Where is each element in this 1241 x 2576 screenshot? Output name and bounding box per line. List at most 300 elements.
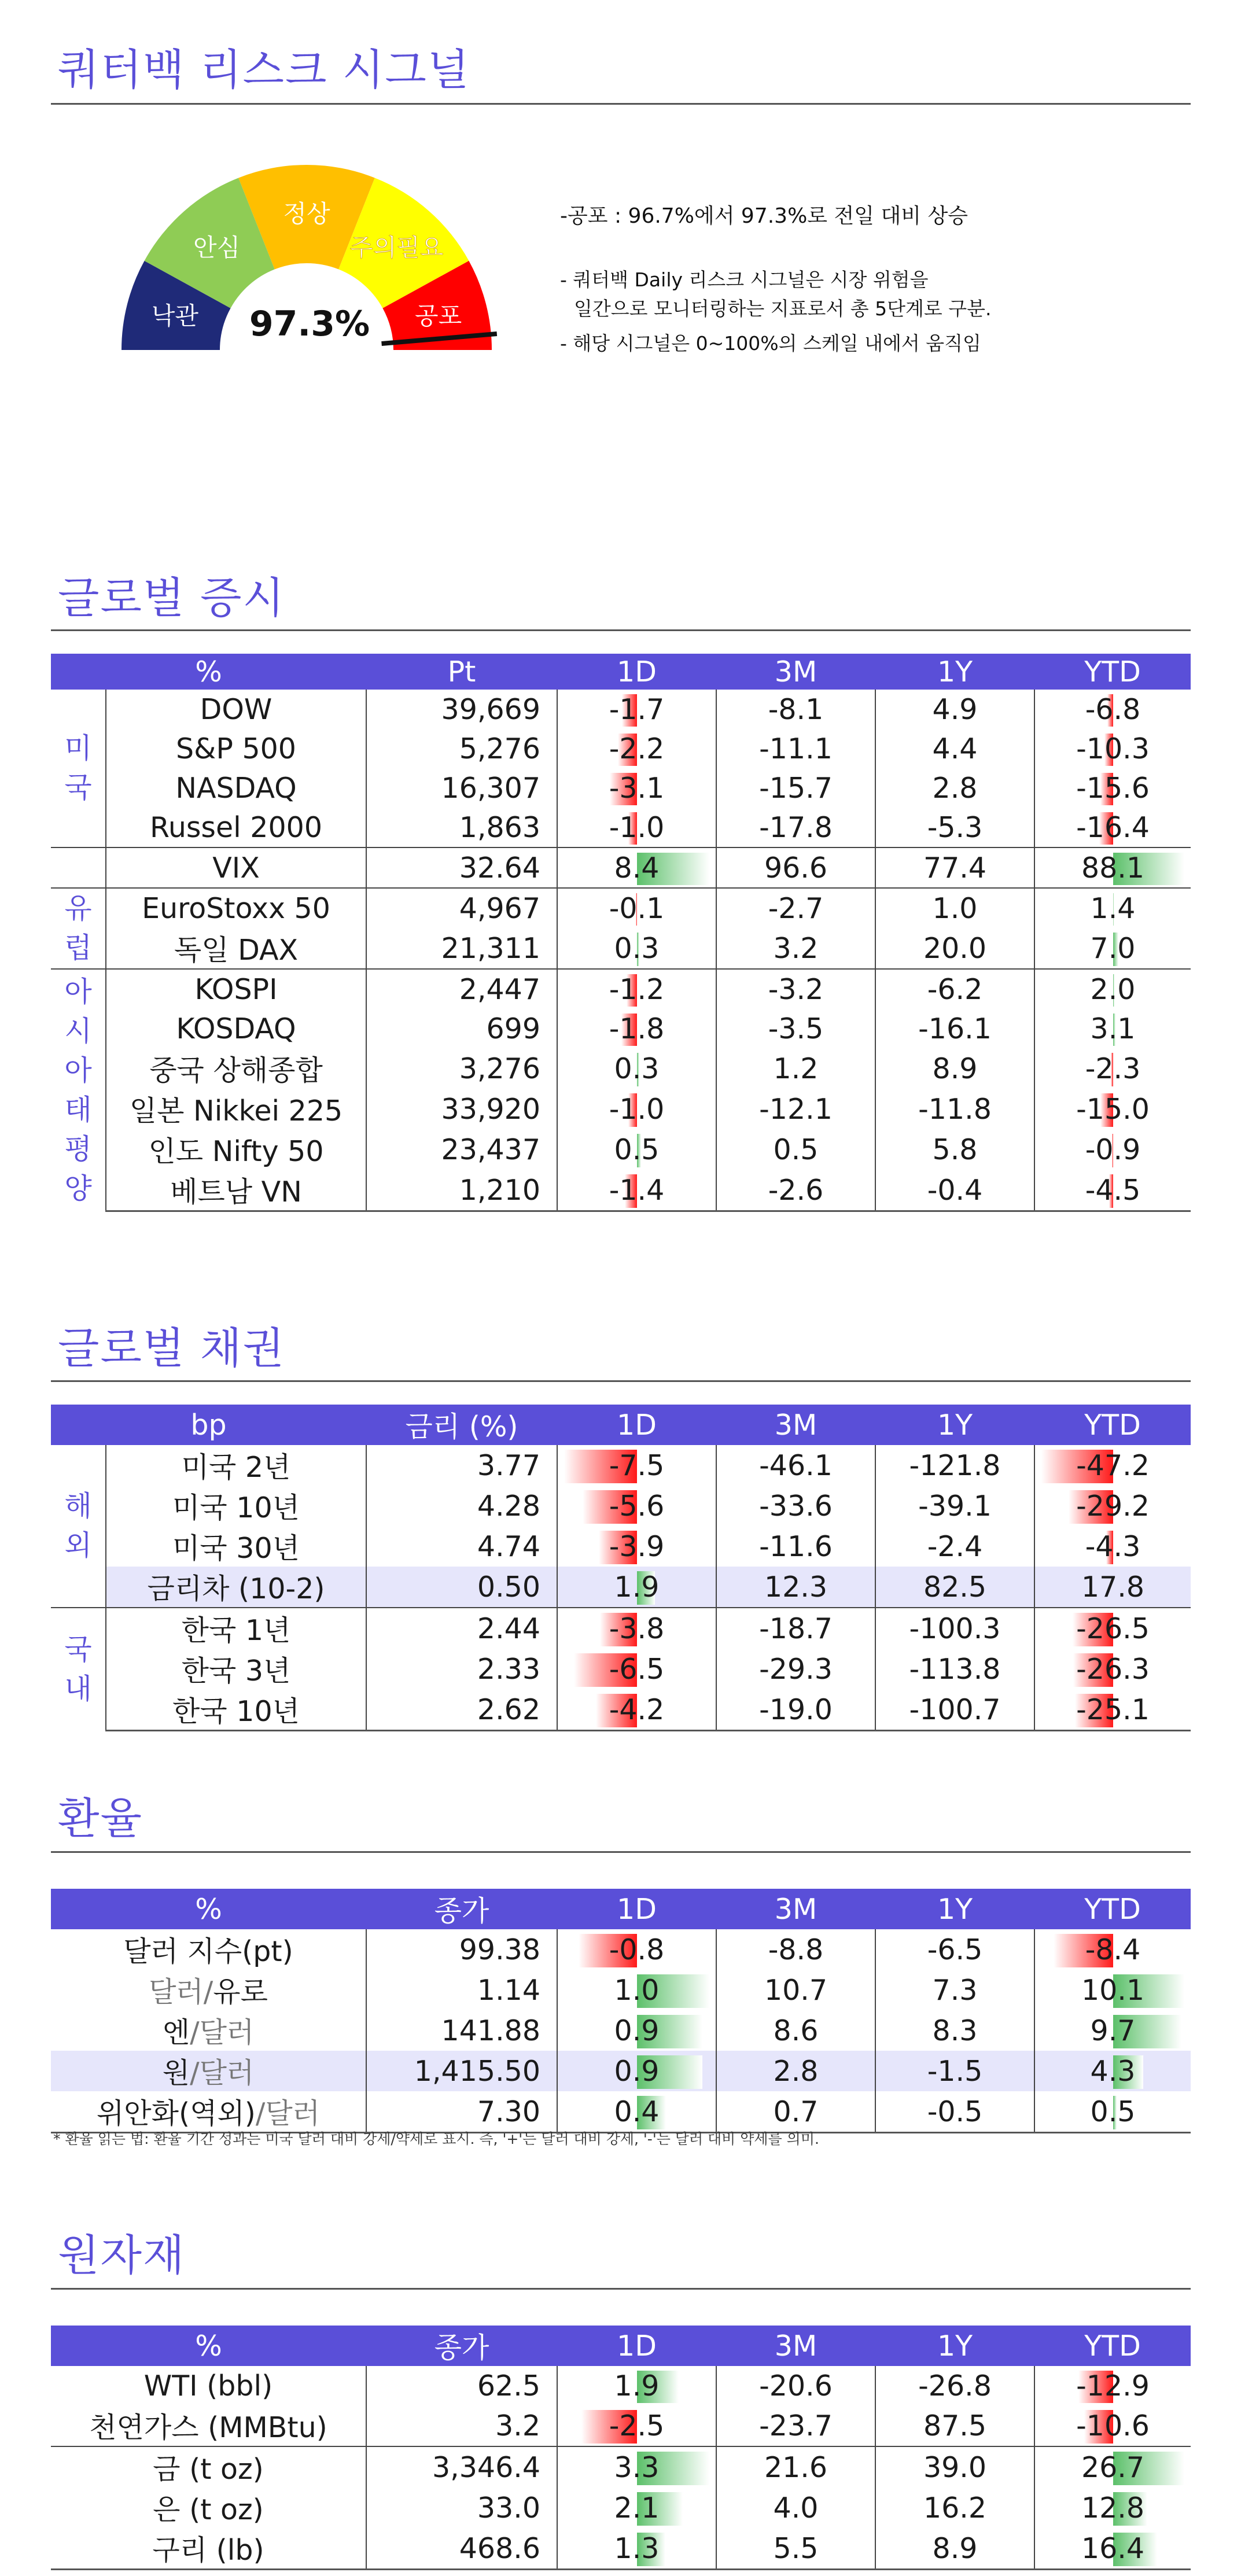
col-header-unit: % — [51, 1889, 366, 1929]
d1-cell-value: -0.8 — [609, 1933, 665, 1966]
equity-row — [51, 1048, 1191, 1089]
col-header-pt: Pt — [366, 654, 557, 690]
m3-cell: -19.0 — [716, 1689, 875, 1731]
ytd-cell — [1034, 1970, 1191, 2010]
m3-cell-value: 3.2 — [773, 931, 819, 965]
d1-cell — [557, 1526, 716, 1567]
d1-cell-value: 1.9 — [614, 1570, 660, 1604]
row-name: NASDAQ — [106, 768, 366, 808]
ytd-cell-value: -0.9 — [1085, 1133, 1141, 1166]
rate-cell: 2.62 — [366, 1689, 557, 1731]
y1-cell: 8.3 — [875, 2010, 1034, 2051]
col-header-close: 종가 — [366, 2326, 557, 2366]
m3-cell — [716, 1009, 875, 1048]
equity-row — [51, 1009, 1191, 1048]
d1-cell — [557, 1089, 716, 1129]
d1-cell — [557, 729, 716, 768]
m3-cell: -18.7 — [716, 1608, 875, 1649]
ytd-cell — [1034, 2010, 1191, 2051]
col-header-1d: 1D — [557, 2326, 716, 2366]
col-header-3m: 3M — [716, 1889, 875, 1929]
d1-cell — [557, 2528, 716, 2570]
group-char: 아 — [64, 975, 92, 1008]
commodity-header-row — [51, 2326, 1191, 2366]
group-label — [51, 1608, 106, 1731]
d1-cell — [557, 969, 716, 1009]
commodity-row — [51, 2446, 1191, 2487]
commodity-section-title: 원자재 — [58, 2231, 186, 2280]
d1-cell — [557, 2446, 716, 2487]
d1-cell — [557, 928, 716, 969]
commodity-row — [51, 2405, 1191, 2446]
y1-cell: 4.9 — [875, 690, 1034, 729]
group-label — [51, 847, 106, 888]
m3-cell — [716, 969, 875, 1009]
d1-cell — [557, 690, 716, 729]
row-name: KOSDAQ — [106, 1009, 366, 1048]
group-char: 태 — [64, 1093, 92, 1126]
equity-table — [51, 654, 1191, 1212]
d1-cell — [557, 888, 716, 928]
col-header-1y: 1Y — [875, 2326, 1034, 2366]
m3-cell-value: -11.1 — [759, 732, 833, 765]
row-name: 일본 Nikkei 225 — [106, 1089, 366, 1129]
equity-row — [51, 969, 1191, 1009]
m3-cell: 2.8 — [716, 2051, 875, 2091]
fx-row — [51, 2010, 1191, 2051]
equity-row — [51, 1089, 1191, 1129]
pair-base: 달러 — [149, 1976, 204, 2009]
rate-cell: 4.74 — [366, 1526, 557, 1567]
y1-cell: -26.8 — [875, 2366, 1034, 2405]
d1-cell — [557, 1048, 716, 1089]
pair-quote: 달러 — [199, 2057, 255, 2089]
equity-row — [51, 768, 1191, 808]
m3-cell-value: 0.5 — [773, 1133, 819, 1166]
ytd-cell-value: 16.4 — [1081, 2531, 1145, 2565]
d1-cell — [557, 2487, 716, 2528]
pair-sep: / — [255, 2097, 266, 2130]
rate-cell: 2.44 — [366, 1608, 557, 1649]
y1-cell: -121.8 — [875, 1445, 1034, 1486]
ytd-cell-value: -10.3 — [1076, 732, 1150, 765]
commodity-row — [51, 2528, 1191, 2570]
commodity-row — [51, 2487, 1191, 2528]
ytd-cell — [1034, 1048, 1191, 1089]
ytd-cell — [1034, 1929, 1191, 1970]
pair-sep: / — [190, 2057, 200, 2089]
y1-cell: 4.4 — [875, 729, 1034, 768]
d1-cell — [557, 1486, 716, 1526]
d1-cell-value: -1.8 — [609, 1012, 665, 1045]
ytd-cell-value: -12.9 — [1076, 2369, 1150, 2402]
d1-cell-value: -1.7 — [609, 692, 665, 726]
col-header-unit: % — [51, 654, 366, 690]
fx-footnote: * 환율 읽는 법: 환율 기간 성과는 미국 달러 대비 강세/약세로 표시. 즉, '+'는 달러 대비 강세, '-'는 달러 대비 약세를 의미. — [53, 2131, 819, 2147]
ytd-cell — [1034, 1170, 1191, 1211]
equity-row — [51, 928, 1191, 969]
y1-cell: 82.5 — [875, 1567, 1034, 1608]
m3-cell — [716, 1170, 875, 1211]
rate-cell: 4.28 — [366, 1486, 557, 1526]
pt-cell: 1,210 — [366, 1170, 557, 1211]
ytd-cell — [1034, 888, 1191, 928]
d1-cell — [557, 1009, 716, 1048]
ytd-cell — [1034, 2528, 1191, 2570]
d1-cell — [557, 2091, 716, 2133]
d1-cell-value: 0.5 — [614, 1133, 660, 1166]
ytd-cell — [1034, 969, 1191, 1009]
ytd-cell-value: 7.0 — [1090, 931, 1136, 965]
ytd-cell — [1034, 1608, 1191, 1649]
bond-row — [51, 1689, 1191, 1731]
bond-header-row — [51, 1405, 1191, 1445]
row-name — [51, 2051, 366, 2091]
bond-row — [51, 1567, 1191, 1608]
ytd-cell — [1034, 2051, 1191, 2091]
d1-cell — [557, 2051, 716, 2091]
pt-cell: 39,669 — [366, 690, 557, 729]
group-char: 평 — [64, 1132, 92, 1166]
y1-cell: 39.0 — [875, 2446, 1034, 2487]
equity-divider — [51, 629, 1191, 631]
ytd-cell-value: -26.3 — [1076, 1652, 1150, 1686]
close-cell: 7.30 — [366, 2091, 557, 2133]
ytd-cell — [1034, 1089, 1191, 1129]
m3-cell: 12.3 — [716, 1567, 875, 1608]
d1-cell — [557, 2366, 716, 2405]
col-header-1y: 1Y — [875, 654, 1034, 690]
ytd-cell-value: -15.0 — [1076, 1092, 1150, 1126]
y1-cell: 8.9 — [875, 1048, 1034, 1089]
pt-cell: 21,311 — [366, 928, 557, 969]
col-header-3m: 3M — [716, 654, 875, 690]
d1-cell-value: -1.0 — [609, 1092, 665, 1126]
m3-cell: 5.5 — [716, 2528, 875, 2570]
pair-base: 위안화(역외) — [96, 2097, 256, 2130]
col-header-1d: 1D — [557, 1405, 716, 1445]
y1-cell: -100.7 — [875, 1689, 1034, 1731]
commodity-row — [51, 2366, 1191, 2405]
y1-cell: 20.0 — [875, 928, 1034, 969]
y1-cell: -113.8 — [875, 1649, 1034, 1689]
group-char: 국 — [64, 1632, 92, 1666]
fx-table — [51, 1889, 1191, 2133]
ytd-cell-value: -15.6 — [1076, 771, 1150, 805]
gauge-segment-label: 안심 — [193, 233, 241, 262]
row-name: 미국 30년 — [106, 1526, 366, 1567]
row-name: 베트남 VN — [106, 1170, 366, 1211]
equity-row — [51, 1170, 1191, 1211]
ytd-cell — [1034, 1129, 1191, 1170]
d1-cell — [557, 808, 716, 847]
d1-cell-value: 0.4 — [614, 2095, 660, 2128]
m3-cell: 10.7 — [716, 1970, 875, 2010]
y1-cell: 16.2 — [875, 2487, 1034, 2528]
m3-cell: 4.0 — [716, 2487, 875, 2528]
pair-quote: 유로 — [213, 1976, 268, 2009]
equity-header-row — [51, 654, 1191, 690]
bond-row — [51, 1608, 1191, 1649]
m3-cell: -11.6 — [716, 1526, 875, 1567]
row-name — [51, 1929, 366, 1970]
ytd-cell — [1034, 808, 1191, 847]
ytd-cell — [1034, 2366, 1191, 2405]
d1-cell-value: -4.2 — [609, 1693, 665, 1726]
bond-table — [51, 1405, 1191, 1731]
ytd-cell-value: 2.0 — [1090, 972, 1136, 1006]
col-header-3m: 3M — [716, 2326, 875, 2366]
fx-row — [51, 2051, 1191, 2091]
ytd-cell — [1034, 1009, 1191, 1048]
close-cell: 141.88 — [366, 2010, 557, 2051]
fx-header-row — [51, 1889, 1191, 1929]
ytd-cell — [1034, 2446, 1191, 2487]
col-header-1y: 1Y — [875, 1405, 1034, 1445]
pair-base: 엔 — [162, 2016, 190, 2049]
ytd-cell — [1034, 729, 1191, 768]
d1-cell-value: -2.5 — [609, 2409, 665, 2442]
pt-cell: 1,863 — [366, 808, 557, 847]
ytd-cell-value: 10.1 — [1081, 1973, 1145, 2007]
d1-cell-value: -7.5 — [609, 1449, 665, 1482]
y1-cell: -16.1 — [875, 1009, 1034, 1048]
ytd-cell-value: -29.2 — [1076, 1489, 1150, 1523]
group-char: 양 — [64, 1171, 92, 1205]
ytd-cell — [1034, 1649, 1191, 1689]
gauge-segment-label: 낙관 — [151, 301, 198, 330]
d1-cell — [557, 1608, 716, 1649]
ytd-cell-value: 3.1 — [1090, 1012, 1136, 1045]
rate-cell: 3.77 — [366, 1445, 557, 1486]
d1-cell — [557, 1970, 716, 2010]
pt-cell: 5,276 — [366, 729, 557, 768]
ytd-cell-value: -6.8 — [1085, 692, 1141, 726]
m3-cell: 0.7 — [716, 2091, 875, 2133]
row-name: VIX — [106, 847, 366, 888]
bond-row — [51, 1486, 1191, 1526]
m3-cell — [716, 928, 875, 969]
ytd-cell — [1034, 2405, 1191, 2446]
ytd-cell — [1034, 1445, 1191, 1486]
d1-cell-value: 0.9 — [614, 2014, 660, 2047]
m3-cell — [716, 808, 875, 847]
d1-cell-value: 3.3 — [614, 2450, 660, 2484]
close-cell: 99.38 — [366, 1929, 557, 1970]
ytd-cell — [1034, 768, 1191, 808]
group-char: 해 — [64, 1490, 92, 1523]
col-header-close: 종가 — [366, 1889, 557, 1929]
col-header-ytd: YTD — [1034, 1889, 1191, 1929]
group-char: 국 — [64, 771, 92, 804]
equity-row — [51, 690, 1191, 729]
d1-cell-value: -3.8 — [609, 1612, 665, 1645]
close-cell: 1,415.50 — [366, 2051, 557, 2091]
d1-cell — [557, 1649, 716, 1689]
d1-cell — [557, 1170, 716, 1211]
equity-row — [51, 888, 1191, 928]
fx-row — [51, 1970, 1191, 2010]
group-label — [51, 888, 106, 969]
m3-cell: -20.6 — [716, 2366, 875, 2405]
bond-section-title: 글로벌 채권 — [58, 1324, 285, 1373]
d1-cell-value: 0.3 — [614, 1052, 660, 1085]
col-header-ytd: YTD — [1034, 2326, 1191, 2366]
gauge-segment-label: 주의필요 — [349, 233, 444, 262]
m3-cell: 8.6 — [716, 2010, 875, 2051]
y1-cell: 87.5 — [875, 2405, 1034, 2446]
close-cell: 3,346.4 — [366, 2446, 557, 2487]
d1-cell-value: 1.0 — [614, 1973, 660, 2007]
ytd-cell-value: -26.5 — [1076, 1612, 1150, 1645]
row-name: 중국 상해종합 — [106, 1048, 366, 1089]
ytd-cell — [1034, 1526, 1191, 1567]
d1-cell-value: 0.3 — [614, 931, 660, 965]
m3-cell-value: -8.1 — [768, 692, 824, 726]
fx-row — [51, 1929, 1191, 1970]
d1-cell — [557, 1689, 716, 1731]
close-cell: 62.5 — [366, 2366, 557, 2405]
d1-cell-value: -0.1 — [609, 891, 665, 925]
row-name — [51, 2091, 366, 2133]
y1-cell: 8.9 — [875, 2528, 1034, 2570]
group-char: 내 — [64, 1672, 92, 1705]
d1-cell-value: 1.3 — [614, 2531, 660, 2565]
group-char: 외 — [64, 1529, 92, 1562]
group-char: 시 — [64, 1014, 92, 1048]
row-name: 한국 10년 — [106, 1689, 366, 1731]
ytd-cell-value: 12.8 — [1081, 2491, 1145, 2525]
ytd-cell — [1034, 847, 1191, 888]
row-name: EuroStoxx 50 — [106, 888, 366, 928]
m3-cell — [716, 768, 875, 808]
col-header-3m: 3M — [716, 1405, 875, 1445]
y1-cell: -11.8 — [875, 1089, 1034, 1129]
close-cell: 33.0 — [366, 2487, 557, 2528]
m3-cell — [716, 729, 875, 768]
equity-row — [51, 1129, 1191, 1170]
equity-section-title: 글로벌 증시 — [58, 573, 285, 623]
ytd-cell-value: -25.1 — [1076, 1693, 1150, 1726]
ytd-cell-value: 88.1 — [1081, 851, 1145, 885]
signal-note-2: - 해당 시그널은 0~100%의 스케일 내에서 움직임 — [560, 332, 981, 355]
equity-row — [51, 729, 1191, 768]
d1-cell-value: 2.1 — [614, 2491, 660, 2525]
signal-note-1a: - 쿼터백 Daily 리스크 시그널은 시장 위험을 — [560, 268, 929, 291]
row-name: S&P 500 — [106, 729, 366, 768]
row-name: 독일 DAX — [106, 928, 366, 969]
m3-cell — [716, 1048, 875, 1089]
d1-cell — [557, 768, 716, 808]
ytd-cell — [1034, 928, 1191, 969]
d1-cell-value: -1.4 — [609, 1173, 665, 1207]
row-name: 천연가스 (MMBtu) — [51, 2405, 366, 2446]
group-label — [51, 1445, 106, 1608]
m3-cell-value: -15.7 — [759, 771, 833, 805]
row-name: KOSPI — [106, 969, 366, 1009]
fx-section-title: 환율 — [58, 1794, 143, 1844]
ytd-cell-value: 1.4 — [1090, 891, 1136, 925]
m3-cell — [716, 1129, 875, 1170]
ytd-cell-value: -2.3 — [1085, 1052, 1141, 1085]
group-char: 유 — [64, 892, 92, 925]
pair-base: 달러 지수(pt) — [123, 1935, 293, 1968]
pt-cell: 2,447 — [366, 969, 557, 1009]
ytd-cell — [1034, 690, 1191, 729]
m3-cell-value: 96.6 — [764, 851, 828, 885]
y1-cell: 5.8 — [875, 1129, 1034, 1170]
m3-cell: -46.1 — [716, 1445, 875, 1486]
equity-row — [51, 847, 1191, 888]
d1-cell-value: -1.0 — [609, 810, 665, 844]
fx-divider — [51, 1851, 1191, 1853]
m3-cell-value: -2.7 — [768, 891, 824, 925]
y1-cell: 77.4 — [875, 847, 1034, 888]
y1-cell: -39.1 — [875, 1486, 1034, 1526]
close-cell: 3.2 — [366, 2405, 557, 2446]
bond-row — [51, 1526, 1191, 1567]
row-name: 금리차 (10-2) — [106, 1567, 366, 1608]
commodity-table — [51, 2326, 1191, 2570]
m3-cell: -33.6 — [716, 1486, 875, 1526]
y1-cell: 7.3 — [875, 1970, 1034, 2010]
d1-cell — [557, 1929, 716, 1970]
row-name: 미국 2년 — [106, 1445, 366, 1486]
group-char: 아 — [64, 1053, 92, 1087]
ytd-cell: 17.8 — [1034, 1567, 1191, 1608]
signal-headline: -공포 : 96.7%에서 97.3%로 전일 대비 상승 — [560, 204, 969, 228]
pt-cell: 32.64 — [366, 847, 557, 888]
ytd-cell-value: -10.6 — [1076, 2409, 1150, 2442]
m3-cell — [716, 888, 875, 928]
pair-quote: 달러 — [199, 2016, 255, 2049]
pt-cell: 16,307 — [366, 768, 557, 808]
row-name: 미국 10년 — [106, 1486, 366, 1526]
row-name: 한국 1년 — [106, 1608, 366, 1649]
ytd-cell-value: 26.7 — [1081, 2450, 1145, 2484]
group-label — [51, 690, 106, 847]
signal-note-1b: 일간으로 모니터링하는 지표로서 총 5단계로 구분. — [574, 297, 992, 320]
rate-cell: 2.33 — [366, 1649, 557, 1689]
m3-cell — [716, 847, 875, 888]
y1-cell: -1.5 — [875, 2051, 1034, 2091]
group-char: 미 — [64, 732, 92, 765]
row-name: 인도 Nifty 50 — [106, 1129, 366, 1170]
ytd-cell-value: 9.7 — [1090, 2014, 1136, 2047]
pt-cell: 33,920 — [366, 1089, 557, 1129]
d1-cell — [557, 1129, 716, 1170]
d1-cell — [557, 2405, 716, 2446]
ytd-cell-value: -8.4 — [1085, 1933, 1141, 1966]
col-header-rate: 금리 (%) — [366, 1405, 557, 1445]
col-header-unit: bp — [51, 1405, 366, 1445]
pt-cell: 4,967 — [366, 888, 557, 928]
pt-cell: 3,276 — [366, 1048, 557, 1089]
d1-cell-value: -3.9 — [609, 1530, 665, 1563]
title-divider — [51, 103, 1191, 105]
pt-cell: 23,437 — [366, 1129, 557, 1170]
m3-cell: -8.8 — [716, 1929, 875, 1970]
commodity-divider — [51, 2288, 1191, 2290]
row-name: 은 (t oz) — [51, 2487, 366, 2528]
col-header-1d: 1D — [557, 1889, 716, 1929]
m3-cell — [716, 1089, 875, 1129]
ytd-cell-value: -16.4 — [1076, 810, 1150, 844]
bond-row — [51, 1445, 1191, 1486]
m3-cell-value: -12.1 — [759, 1092, 833, 1126]
col-header-unit: % — [51, 2326, 366, 2366]
m3-cell: -23.7 — [716, 2405, 875, 2446]
